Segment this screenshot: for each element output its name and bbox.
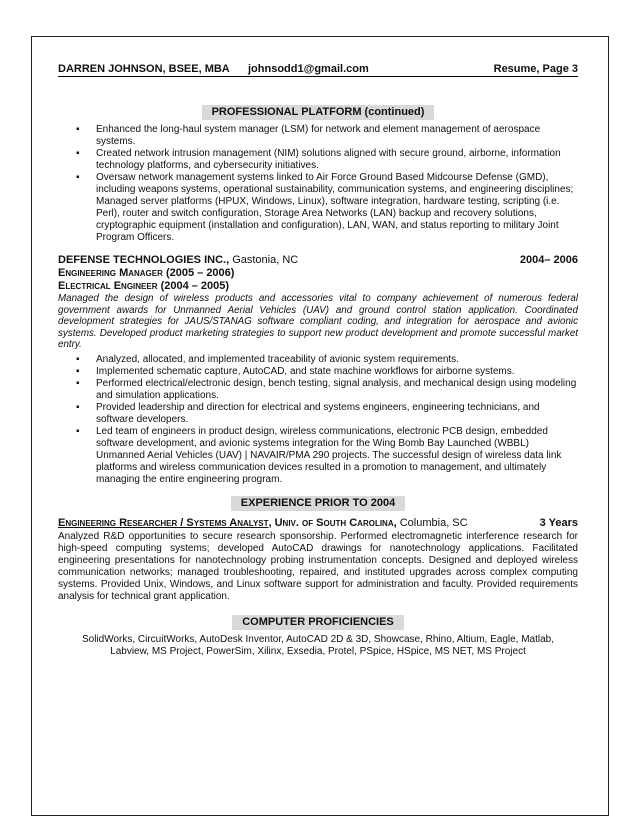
skills-line: Labview, MS Project, PowerSim, Xilinx, Exsedia, Protel, PSpice, HSpice, MS NET, MS Project [110,646,526,658]
list-item: ▪ Implemented schematic capture, AutoCAD, and state machine workflows for airborne systems. [96,366,578,378]
list-item: ▪ Created network intrusion management (NIM) solutions aligned with secure ground, airborne, information technology platforms, and cybersecurity initiatives. [96,148,578,172]
list-item: ▪ Performed electrical/electronic design, bench testing, signal analysis, and mechanical design using modeling and simulation applications. [96,378,578,402]
job-role-engineer: Electrical Engineer (2004 – 2005) [58,280,230,292]
header-rule [58,76,578,77]
job-dates: 2004– 2006 [519,254,578,266]
job-description: Analyzed R&D opportunities to secure research sponsorship. Performed electromagnetic interference research for high-speed computing systems; developed AutoCAD drawings for nanotechnology applications. Facilitated engineering presentations for nanotechnology probing instrumentation concepts. Designed and deployed wireless communication networks; managed troubleshooting, repaired, and instituted upgrades across complex computing systems. Provided Unix, Windows, and Linux software support for administration and faculty. Provided requirements analysis for technical grant application. [58,530,578,602]
list-item: ▪ Provided leadership and direction for electrical and systems engineers, engineering technicians, and software developers. [96,402,578,426]
resume-page [58,62,578,659]
candidate-name: DARREN JOHNSON, BSEE, MBA [58,63,230,75]
skills-list [58,634,578,659]
university-location: Columbia, SC [396,516,468,529]
platform-bullet-list [58,124,578,244]
list-item: ▪ Oversaw network management systems linked to Air Force Ground Based Midcourse Defense (GMD), including weapons systems, operational sustainability, communication systems, and engineering disciplines; Managed server platforms (HPUX, Windows, Linux), software integration, hardware testing, scripting (i.e. Perl), router and switch configuration, Storage Area Networks (LAN) backup and recovery solutions, cryptographic equipment (installation and configuration), LAN, WAN, and status reporting to military Joint Program Officers. [96,172,578,244]
section-heading-label: COMPUTER PROFICIENCIES [232,615,404,630]
job-heading-usc [58,516,578,530]
section-heading-prior [58,493,578,511]
section-heading-platform [58,102,578,120]
job-employer [58,253,298,267]
job-heading-defense [58,253,578,267]
job-summary: Managed the design of wireless products and accessories vital to company achievement of numerous federal government awards for Unmanned Aerial Vehicles (UAV) and ground control station application. Coordinated development strategies for JAUS/STANAG software compliant coding, and integration for aerospace and avionic systems. Developed product marketing strategies to support new product development and promote successful market entry. [58,293,578,351]
section-heading-skills [58,612,578,630]
email-address[interactable]: johnsodd1@gmail.com [248,63,369,75]
defense-bullet-list [58,354,578,486]
university-name: , Univ. of South Carolina, [268,516,397,529]
company-location: Gastonia, NC [229,254,299,266]
list-item: ▪ Enhanced the long-haul system manager (LSM) for network and element management of aerospace systems. [96,124,578,148]
section-heading-label: PROFESSIONAL PLATFORM (continued) [202,105,435,120]
job-employer [58,516,468,530]
list-item: ▪ Led team of engineers in product design, wireless communications, electronic PCB design, embedded software development, and avionic systems integration for the Wing Bomb Bay Launched (WBBL) Unmanned Aerial Vehicles (UAV) | NAVAIR/PMA 290 projects. The successful design of wireless data link platforms and wireless communication devices resulted in a promotion to management, and ultimately managing the entire engineering program. [96,426,578,486]
section-heading-label: EXPERIENCE PRIOR TO 2004 [231,496,405,511]
job-role-manager: Engineering Manager (2005 – 2006) [58,267,235,279]
skills-line: SolidWorks, CircuitWorks, AutoDesk Inventor, AutoCAD 2D & 3D, Showcase, Rhino, Altium, Eagle, Matlab, [81,633,555,645]
company-name: DEFENSE TECHNOLOGIES INC., [58,254,230,266]
list-item: ▪ Analyzed, allocated, and implemented traceability of avionic system requirements. [96,354,578,366]
job-duration: 3 Years [539,516,578,529]
page-label: Resume, Page 3 [493,63,578,75]
job-title: Engineering Researcher / Systems Analyst [58,516,269,529]
page-header [58,62,578,76]
